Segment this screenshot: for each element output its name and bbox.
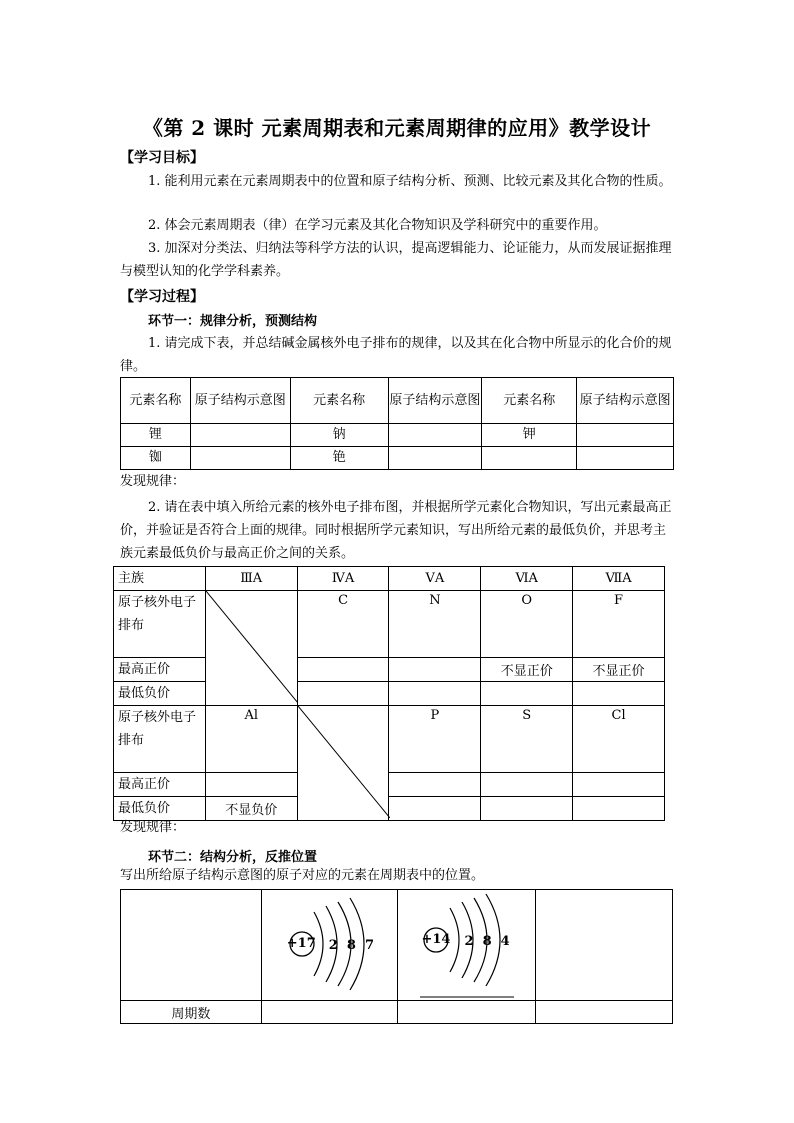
group-6a: ⅥA: [481, 567, 573, 591]
diagonal-line: [298, 706, 390, 818]
cell-empty[interactable]: [261, 1001, 398, 1024]
group-label: 主族: [114, 567, 206, 591]
page-title: 《第 2 课时 元素周期表和元素周期律的应用》教学设计: [142, 116, 652, 140]
group-3a: ⅢA: [205, 567, 297, 591]
cell-empty[interactable]: [481, 682, 573, 706]
group-5a: ⅤA: [389, 567, 481, 591]
diagonal-blank-cell: [205, 591, 297, 706]
cell-cesium: 铯: [290, 447, 388, 470]
cell-empty[interactable]: [190, 424, 290, 447]
cell-rubidium: 铷: [121, 447, 191, 470]
cell-lithium: 锂: [121, 424, 191, 447]
finding-2: 发现规律：: [120, 820, 186, 835]
header-structure-diagram: 原子结构示意图: [190, 378, 290, 424]
cell-empty: [121, 890, 262, 1001]
config-label: 原子核外电子排布: [114, 706, 206, 773]
step1-title: 环节一：规律分析，预测结构: [148, 314, 318, 329]
header-element-name: 元素名称: [290, 378, 388, 424]
cell-empty[interactable]: [190, 447, 290, 470]
step2-title: 环节二：结构分析，反推位置: [148, 850, 318, 865]
objective-1: 1. 能利用元素在元素周期表中的位置和原子结构分析、预测、比较元素及其化合物的性质。: [148, 174, 672, 189]
diagonal-blank-cell: [297, 706, 389, 821]
min-valence-label: 最低负价: [114, 682, 206, 706]
cell-nitrogen: N: [389, 591, 481, 658]
table-header-row: [121, 378, 674, 424]
table-row: [121, 424, 674, 447]
alkali-metal-table: [120, 377, 674, 470]
config-label: 原子核外电子排布: [114, 591, 206, 658]
objective-3: 3. 加深对分类法、归纳法等科学方法的认识，提高逻辑能力、论证能力，从而发展证据推理与模型认知的化学学科素养。: [120, 241, 672, 279]
cell-empty[interactable]: [481, 773, 573, 797]
max-valence-label: 最高正价: [114, 773, 206, 797]
cell-empty[interactable]: [388, 447, 482, 470]
cell-empty: [536, 890, 673, 1001]
group-4a: ⅣA: [297, 567, 389, 591]
cell-empty[interactable]: [205, 773, 297, 797]
header-structure-diagram: 原子结构示意图: [388, 378, 482, 424]
group-7a: ⅦA: [573, 567, 665, 591]
finding-1: 发现规律：: [120, 474, 186, 489]
main-group-table: [113, 566, 665, 821]
cell-aluminum: Al: [205, 706, 297, 773]
cell-empty[interactable]: [482, 447, 577, 470]
cell-empty[interactable]: [573, 682, 665, 706]
table-row: [121, 1001, 673, 1024]
cell-empty[interactable]: [389, 773, 481, 797]
cell-empty[interactable]: [388, 424, 482, 447]
cell-empty[interactable]: [297, 682, 389, 706]
group-header-row: [114, 567, 665, 591]
cell-empty[interactable]: [577, 424, 674, 447]
cell-chlorine: Cl: [573, 706, 665, 773]
header-element-name: 元素名称: [121, 378, 191, 424]
objectives-heading: 【学习目标】: [120, 150, 204, 166]
header-element-name: 元素名称: [482, 378, 577, 424]
table-row: [114, 591, 665, 658]
step1-question-1: 1. 请完成下表，并总结碱金属核外电子排布的规律，以及其在化合物中所显示的化合价的规律。: [120, 336, 672, 374]
electron-shells: 2 8 4: [464, 934, 510, 949]
cell-potassium: 钾: [482, 424, 577, 447]
table-row: [114, 706, 665, 773]
table-row: [121, 890, 673, 1001]
cell-phosphorus: P: [389, 706, 481, 773]
cell-sodium: 钠: [290, 424, 388, 447]
cell-oxygen-max: 不显正价: [481, 658, 573, 682]
cell-oxygen: O: [481, 591, 573, 658]
table-row: [114, 682, 665, 706]
process-heading: 【学习过程】: [120, 289, 204, 305]
step1-question-2: 2. 请在表中填入所给元素的核外电子排布图，并根据所学元素化合物知识，写出元素最高正价，并验证是否符合上面的规律。同时根据所学元素知识，写出所给元素的最低负价，并思考主族元素最低负价与最高正价之间的关系。: [120, 500, 672, 561]
electron-shells: 2 8 7: [328, 938, 374, 953]
cell-empty[interactable]: [297, 658, 389, 682]
cell-fluorine: F: [573, 591, 665, 658]
cell-empty[interactable]: [536, 1001, 673, 1024]
cell-empty[interactable]: [389, 658, 481, 682]
nucleus-charge: +17: [286, 936, 316, 951]
cell-empty[interactable]: [573, 773, 665, 797]
max-valence-label: 最高正价: [114, 658, 206, 682]
table-row: [114, 658, 665, 682]
cell-empty[interactable]: [389, 682, 481, 706]
cell-fluorine-max: 不显正价: [573, 658, 665, 682]
cell-aluminum-min: 不显负价: [205, 797, 297, 821]
atom-diagram-silicon: [398, 890, 536, 1001]
cell-sulfur: S: [481, 706, 573, 773]
nucleus-charge: +14: [421, 932, 451, 947]
cell-empty[interactable]: [577, 447, 674, 470]
header-structure-diagram: 原子结构示意图: [577, 378, 674, 424]
min-valence-label: 最低负价: [114, 797, 206, 821]
cell-carbon: C: [297, 591, 389, 658]
position-table: [120, 889, 673, 1024]
period-label: 周期数: [121, 1001, 262, 1024]
atom-diagram-chlorine: [261, 890, 398, 1001]
table-row: [121, 447, 674, 470]
step2-instruction: 写出所给原子结构示意图的原子对应的元素在周期表中的位置。: [120, 868, 485, 883]
objective-2: 2. 体会元素周期表（律）在学习元素及其化合物知识及学科研究中的重要作用。: [148, 218, 607, 233]
diagonal-line: [206, 591, 298, 703]
cell-empty[interactable]: [398, 1001, 536, 1024]
